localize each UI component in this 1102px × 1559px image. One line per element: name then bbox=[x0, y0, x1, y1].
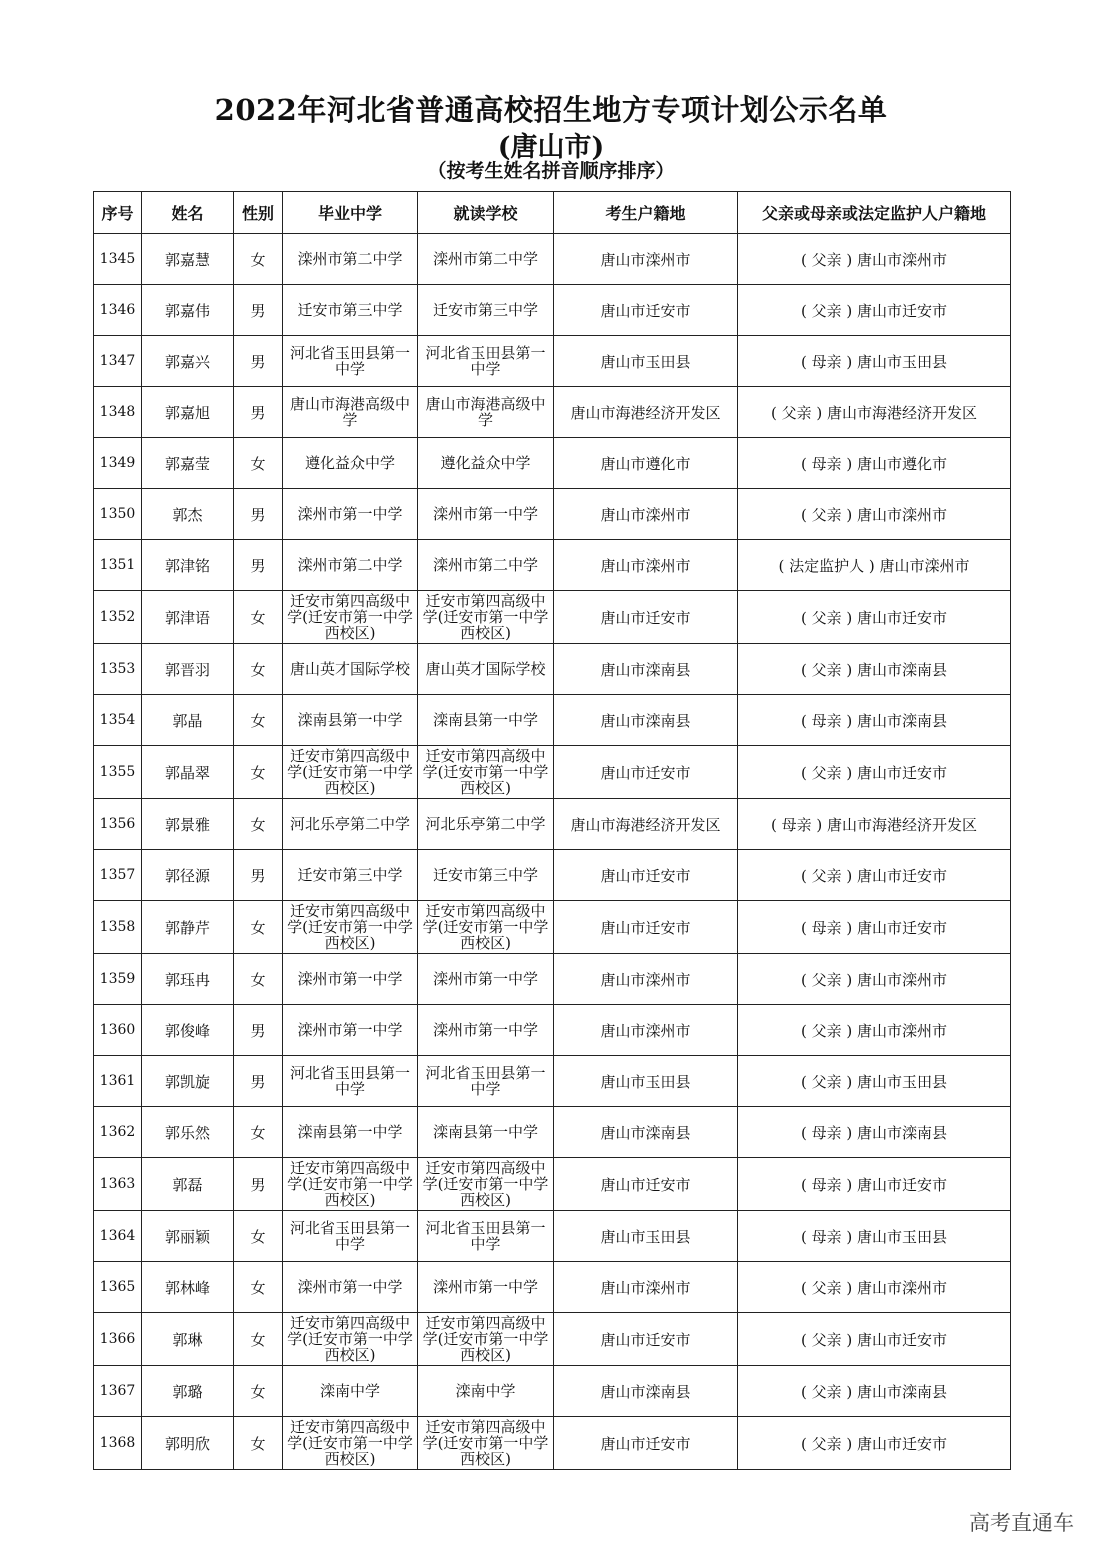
table-row bbox=[94, 644, 1011, 695]
cell-gender: 男 bbox=[234, 1158, 283, 1211]
header-grad-school: 毕业中学 bbox=[283, 192, 418, 234]
cell-residence: 唐山市滦州市 bbox=[554, 540, 738, 591]
cell-guardian-residence: ( 父亲 ) 唐山市迁安市 bbox=[738, 591, 1011, 644]
cell-residence: 唐山市迁安市 bbox=[554, 746, 738, 799]
cell-guardian-residence: ( 父亲 ) 唐山市滦州市 bbox=[738, 234, 1011, 285]
table-row bbox=[94, 954, 1011, 1005]
cell-gender: 男 bbox=[234, 285, 283, 336]
cell-name: 郭晶 bbox=[142, 695, 234, 746]
cell-name: 郭杰 bbox=[142, 489, 234, 540]
cell-seq: 1346 bbox=[94, 285, 142, 336]
cell-grad-school: 滦州市第一中学 bbox=[283, 1005, 418, 1056]
cell-seq: 1365 bbox=[94, 1262, 142, 1313]
cell-gender: 男 bbox=[234, 489, 283, 540]
cell-gender: 女 bbox=[234, 1211, 283, 1262]
cell-grad-school: 迁安市第三中学 bbox=[283, 850, 418, 901]
cell-grad-school: 滦州市第二中学 bbox=[283, 540, 418, 591]
cell-study-school: 河北乐亭第二中学 bbox=[418, 799, 554, 850]
cell-guardian-residence: ( 父亲 ) 唐山市迁安市 bbox=[738, 746, 1011, 799]
cell-residence: 唐山市滦南县 bbox=[554, 644, 738, 695]
cell-grad-school: 滦州市第一中学 bbox=[283, 489, 418, 540]
cell-seq: 1353 bbox=[94, 644, 142, 695]
cell-grad-school: 河北省玉田县第一中学 bbox=[283, 1211, 418, 1262]
table-row bbox=[94, 1107, 1011, 1158]
table-row bbox=[94, 799, 1011, 850]
cell-study-school: 滦南中学 bbox=[418, 1366, 554, 1417]
cell-name: 郭璐 bbox=[142, 1366, 234, 1417]
cell-gender: 女 bbox=[234, 591, 283, 644]
cell-guardian-residence: ( 父亲 ) 唐山市玉田县 bbox=[738, 1056, 1011, 1107]
cell-seq: 1358 bbox=[94, 901, 142, 954]
cell-guardian-residence: ( 父亲 ) 唐山市滦南县 bbox=[738, 644, 1011, 695]
cell-seq: 1354 bbox=[94, 695, 142, 746]
cell-study-school: 迁安市第三中学 bbox=[418, 285, 554, 336]
cell-seq: 1367 bbox=[94, 1366, 142, 1417]
cell-gender: 女 bbox=[234, 901, 283, 954]
cell-guardian-residence: ( 母亲 ) 唐山市滦南县 bbox=[738, 1107, 1011, 1158]
cell-grad-school: 滦州市第二中学 bbox=[283, 234, 418, 285]
table-row bbox=[94, 746, 1011, 799]
cell-seq: 1351 bbox=[94, 540, 142, 591]
cell-grad-school: 迁安市第四高级中学(迁安市第一中学西校区) bbox=[283, 591, 418, 644]
cell-name: 郭琳 bbox=[142, 1313, 234, 1366]
cell-name: 郭嘉兴 bbox=[142, 336, 234, 387]
cell-guardian-residence: ( 父亲 ) 唐山市滦州市 bbox=[738, 489, 1011, 540]
cell-guardian-residence: ( 母亲 ) 唐山市迁安市 bbox=[738, 1158, 1011, 1211]
table-row bbox=[94, 234, 1011, 285]
cell-study-school: 迁安市第四高级中学(迁安市第一中学西校区) bbox=[418, 591, 554, 644]
cell-name: 郭晋羽 bbox=[142, 644, 234, 695]
cell-seq: 1348 bbox=[94, 387, 142, 438]
header-guardian-residence: 父亲或母亲或法定监护人户籍地 bbox=[738, 192, 1011, 234]
cell-gender: 男 bbox=[234, 387, 283, 438]
cell-gender: 男 bbox=[234, 1056, 283, 1107]
cell-name: 郭凯旋 bbox=[142, 1056, 234, 1107]
table-row bbox=[94, 489, 1011, 540]
cell-study-school: 滦州市第一中学 bbox=[418, 489, 554, 540]
cell-gender: 女 bbox=[234, 1107, 283, 1158]
cell-guardian-residence: ( 父亲 ) 唐山市滦州市 bbox=[738, 1262, 1011, 1313]
cell-residence: 唐山市迁安市 bbox=[554, 1417, 738, 1470]
cell-name: 郭嘉莹 bbox=[142, 438, 234, 489]
cell-gender: 男 bbox=[234, 540, 283, 591]
cell-gender: 女 bbox=[234, 234, 283, 285]
cell-name: 郭嘉伟 bbox=[142, 285, 234, 336]
cell-grad-school: 滦州市第一中学 bbox=[283, 954, 418, 1005]
sort-note: （按考生姓名拼音顺序排序） bbox=[427, 160, 675, 182]
header-study-school: 就读学校 bbox=[418, 192, 554, 234]
cell-name: 郭俊峰 bbox=[142, 1005, 234, 1056]
cell-seq: 1347 bbox=[94, 336, 142, 387]
cell-name: 郭津语 bbox=[142, 591, 234, 644]
cell-name: 郭景雅 bbox=[142, 799, 234, 850]
cell-guardian-residence: ( 父亲 ) 唐山市滦南县 bbox=[738, 1366, 1011, 1417]
cell-guardian-residence: ( 母亲 ) 唐山市迁安市 bbox=[738, 901, 1011, 954]
cell-residence: 唐山市玉田县 bbox=[554, 1056, 738, 1107]
cell-gender: 女 bbox=[234, 1417, 283, 1470]
cell-guardian-residence: ( 母亲 ) 唐山市玉田县 bbox=[738, 1211, 1011, 1262]
cell-residence: 唐山市迁安市 bbox=[554, 591, 738, 644]
cell-seq: 1368 bbox=[94, 1417, 142, 1470]
cell-gender: 男 bbox=[234, 336, 283, 387]
cell-grad-school: 迁安市第四高级中学(迁安市第一中学西校区) bbox=[283, 746, 418, 799]
cell-residence: 唐山市玉田县 bbox=[554, 336, 738, 387]
cell-name: 郭磊 bbox=[142, 1158, 234, 1211]
cell-seq: 1352 bbox=[94, 591, 142, 644]
cell-guardian-residence: ( 父亲 ) 唐山市滦州市 bbox=[738, 1005, 1011, 1056]
cell-gender: 女 bbox=[234, 438, 283, 489]
cell-residence: 唐山市滦南县 bbox=[554, 1107, 738, 1158]
table-row bbox=[94, 1313, 1011, 1366]
cell-name: 郭嘉旭 bbox=[142, 387, 234, 438]
cell-study-school: 滦州市第一中学 bbox=[418, 1262, 554, 1313]
watermark: 高考直通车 bbox=[969, 1511, 1074, 1535]
table-row bbox=[94, 1417, 1011, 1470]
cell-residence: 唐山市迁安市 bbox=[554, 1313, 738, 1366]
cell-seq: 1363 bbox=[94, 1158, 142, 1211]
cell-gender: 男 bbox=[234, 1005, 283, 1056]
cell-residence: 唐山市滦州市 bbox=[554, 1005, 738, 1056]
cell-residence: 唐山市迁安市 bbox=[554, 285, 738, 336]
cell-study-school: 滦州市第二中学 bbox=[418, 234, 554, 285]
cell-gender: 女 bbox=[234, 1313, 283, 1366]
cell-gender: 女 bbox=[234, 746, 283, 799]
cell-name: 郭林峰 bbox=[142, 1262, 234, 1313]
header-residence: 考生户籍地 bbox=[554, 192, 738, 234]
table-row bbox=[94, 540, 1011, 591]
page-subtitle: (唐山市) bbox=[497, 132, 605, 163]
cell-residence: 唐山市海港经济开发区 bbox=[554, 799, 738, 850]
table-header-row bbox=[94, 192, 1011, 234]
cell-seq: 1366 bbox=[94, 1313, 142, 1366]
cell-seq: 1345 bbox=[94, 234, 142, 285]
cell-grad-school: 河北省玉田县第一中学 bbox=[283, 1056, 418, 1107]
cell-gender: 男 bbox=[234, 850, 283, 901]
table-row bbox=[94, 336, 1011, 387]
cell-name: 郭乐然 bbox=[142, 1107, 234, 1158]
cell-seq: 1357 bbox=[94, 850, 142, 901]
cell-residence: 唐山市滦州市 bbox=[554, 234, 738, 285]
cell-residence: 唐山市遵化市 bbox=[554, 438, 738, 489]
cell-study-school: 迁安市第四高级中学(迁安市第一中学西校区) bbox=[418, 901, 554, 954]
table-body bbox=[94, 234, 1011, 1470]
cell-residence: 唐山市滦南县 bbox=[554, 1366, 738, 1417]
cell-grad-school: 滦南县第一中学 bbox=[283, 1107, 418, 1158]
cell-seq: 1359 bbox=[94, 954, 142, 1005]
cell-guardian-residence: ( 父亲 ) 唐山市迁安市 bbox=[738, 850, 1011, 901]
cell-seq: 1356 bbox=[94, 799, 142, 850]
cell-study-school: 河北省玉田县第一中学 bbox=[418, 1211, 554, 1262]
cell-study-school: 唐山英才国际学校 bbox=[418, 644, 554, 695]
cell-gender: 女 bbox=[234, 1262, 283, 1313]
cell-guardian-residence: ( 父亲 ) 唐山市滦州市 bbox=[738, 954, 1011, 1005]
cell-study-school: 滦州市第一中学 bbox=[418, 954, 554, 1005]
cell-study-school: 滦州市第二中学 bbox=[418, 540, 554, 591]
cell-gender: 女 bbox=[234, 954, 283, 1005]
cell-grad-school: 迁安市第四高级中学(迁安市第一中学西校区) bbox=[283, 1417, 418, 1470]
table-row bbox=[94, 901, 1011, 954]
cell-guardian-residence: ( 母亲 ) 唐山市玉田县 bbox=[738, 336, 1011, 387]
cell-residence: 唐山市迁安市 bbox=[554, 901, 738, 954]
table-row bbox=[94, 387, 1011, 438]
cell-name: 郭珏冉 bbox=[142, 954, 234, 1005]
cell-study-school: 遵化益众中学 bbox=[418, 438, 554, 489]
cell-name: 郭静芹 bbox=[142, 901, 234, 954]
cell-name: 郭津铭 bbox=[142, 540, 234, 591]
cell-seq: 1350 bbox=[94, 489, 142, 540]
cell-seq: 1349 bbox=[94, 438, 142, 489]
cell-gender: 女 bbox=[234, 799, 283, 850]
cell-seq: 1364 bbox=[94, 1211, 142, 1262]
cell-residence: 唐山市玉田县 bbox=[554, 1211, 738, 1262]
cell-study-school: 滦南县第一中学 bbox=[418, 695, 554, 746]
cell-residence: 唐山市滦州市 bbox=[554, 489, 738, 540]
cell-name: 郭丽颖 bbox=[142, 1211, 234, 1262]
cell-study-school: 唐山市海港高级中学 bbox=[418, 387, 554, 438]
page-title: 2022年河北省普通高校招生地方专项计划公示名单 bbox=[214, 93, 888, 127]
cell-study-school: 河北省玉田县第一中学 bbox=[418, 1056, 554, 1107]
cell-study-school: 滦南县第一中学 bbox=[418, 1107, 554, 1158]
table-row bbox=[94, 285, 1011, 336]
cell-grad-school: 遵化益众中学 bbox=[283, 438, 418, 489]
cell-study-school: 迁安市第四高级中学(迁安市第一中学西校区) bbox=[418, 1313, 554, 1366]
cell-guardian-residence: ( 父亲 ) 唐山市迁安市 bbox=[738, 1313, 1011, 1366]
cell-name: 郭晶翠 bbox=[142, 746, 234, 799]
table-row bbox=[94, 1056, 1011, 1107]
cell-residence: 唐山市滦州市 bbox=[554, 1262, 738, 1313]
table-row bbox=[94, 1158, 1011, 1211]
header-name: 姓名 bbox=[142, 192, 234, 234]
cell-grad-school: 滦南中学 bbox=[283, 1366, 418, 1417]
table-row bbox=[94, 695, 1011, 746]
cell-study-school: 迁安市第三中学 bbox=[418, 850, 554, 901]
table-row bbox=[94, 1211, 1011, 1262]
table-row bbox=[94, 1005, 1011, 1056]
cell-residence: 唐山市滦南县 bbox=[554, 695, 738, 746]
admission-table bbox=[93, 191, 1011, 1470]
cell-grad-school: 河北省玉田县第一中学 bbox=[283, 336, 418, 387]
cell-residence: 唐山市迁安市 bbox=[554, 1158, 738, 1211]
cell-seq: 1355 bbox=[94, 746, 142, 799]
header-seq: 序号 bbox=[94, 192, 142, 234]
cell-guardian-residence: ( 父亲 ) 唐山市迁安市 bbox=[738, 1417, 1011, 1470]
cell-study-school: 河北省玉田县第一中学 bbox=[418, 336, 554, 387]
table-row bbox=[94, 438, 1011, 489]
cell-grad-school: 滦州市第一中学 bbox=[283, 1262, 418, 1313]
cell-guardian-residence: ( 父亲 ) 唐山市海港经济开发区 bbox=[738, 387, 1011, 438]
cell-gender: 女 bbox=[234, 1366, 283, 1417]
cell-residence: 唐山市滦州市 bbox=[554, 954, 738, 1005]
cell-study-school: 滦州市第一中学 bbox=[418, 1005, 554, 1056]
table-row bbox=[94, 591, 1011, 644]
cell-seq: 1360 bbox=[94, 1005, 142, 1056]
cell-grad-school: 迁安市第三中学 bbox=[283, 285, 418, 336]
cell-guardian-residence: ( 母亲 ) 唐山市滦南县 bbox=[738, 695, 1011, 746]
cell-residence: 唐山市迁安市 bbox=[554, 850, 738, 901]
cell-residence: 唐山市海港经济开发区 bbox=[554, 387, 738, 438]
cell-name: 郭明欣 bbox=[142, 1417, 234, 1470]
cell-name: 郭径源 bbox=[142, 850, 234, 901]
cell-grad-school: 迁安市第四高级中学(迁安市第一中学西校区) bbox=[283, 901, 418, 954]
cell-seq: 1362 bbox=[94, 1107, 142, 1158]
cell-grad-school: 唐山市海港高级中学 bbox=[283, 387, 418, 438]
cell-grad-school: 迁安市第四高级中学(迁安市第一中学西校区) bbox=[283, 1313, 418, 1366]
table-row bbox=[94, 1262, 1011, 1313]
cell-grad-school: 滦南县第一中学 bbox=[283, 695, 418, 746]
table-row bbox=[94, 1366, 1011, 1417]
cell-gender: 女 bbox=[234, 644, 283, 695]
header-gender: 性别 bbox=[234, 192, 283, 234]
cell-name: 郭嘉慧 bbox=[142, 234, 234, 285]
cell-guardian-residence: ( 母亲 ) 唐山市遵化市 bbox=[738, 438, 1011, 489]
cell-study-school: 迁安市第四高级中学(迁安市第一中学西校区) bbox=[418, 1417, 554, 1470]
cell-study-school: 迁安市第四高级中学(迁安市第一中学西校区) bbox=[418, 1158, 554, 1211]
cell-guardian-residence: ( 父亲 ) 唐山市迁安市 bbox=[738, 285, 1011, 336]
table-row bbox=[94, 850, 1011, 901]
cell-guardian-residence: ( 法定监护人 ) 唐山市滦州市 bbox=[738, 540, 1011, 591]
cell-seq: 1361 bbox=[94, 1056, 142, 1107]
cell-gender: 女 bbox=[234, 695, 283, 746]
cell-grad-school: 河北乐亭第二中学 bbox=[283, 799, 418, 850]
cell-grad-school: 迁安市第四高级中学(迁安市第一中学西校区) bbox=[283, 1158, 418, 1211]
cell-guardian-residence: ( 母亲 ) 唐山市海港经济开发区 bbox=[738, 799, 1011, 850]
cell-grad-school: 唐山英才国际学校 bbox=[283, 644, 418, 695]
cell-study-school: 迁安市第四高级中学(迁安市第一中学西校区) bbox=[418, 746, 554, 799]
